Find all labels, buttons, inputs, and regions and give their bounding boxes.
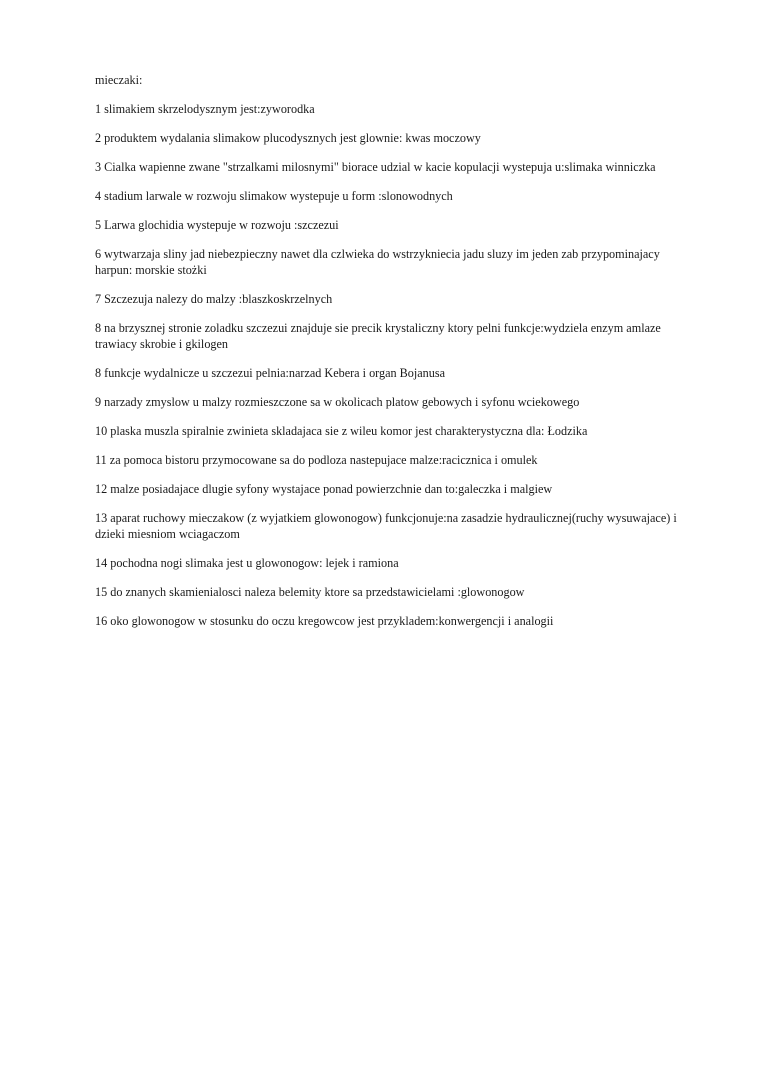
document-body (95, 72, 695, 642)
question-item: 1 slimakiem skrzelodysznym jest:zyworodka (95, 102, 315, 116)
question-item: 2 produktem wydalania slimakow plucodysznych jest glownie: kwas moczowy (95, 131, 481, 145)
question-item: 6 wytwarzaja sliny jad niebezpieczny nawet dla czlwieka do wstrzykniecia jadu sluzy im jeden zab przypominajacy harpun: morskie stożki (95, 247, 660, 277)
question-item: 13 aparat ruchowy mieczakow (z wyjatkiem glowonogow) funkcjonuje:na zasadzie hydraulicznej(ruchy wysuwajace) i dzieki miesniom wciagaczom (95, 511, 677, 541)
question-item: 7 Szczezuja nalezy do malzy :blaszkoskrzelnych (95, 292, 333, 306)
question-item: 8 funkcje wydalnicze u szczezui pelnia:narzad Kebera i organ Bojanusa (95, 366, 446, 380)
question-item: 14 pochodna nogi slimaka jest u glowonogow: lejek i ramiona (95, 556, 399, 570)
question-item: 4 stadium larwale w rozwoju slimakow wystepuje u form :slonowodnych (95, 189, 453, 203)
question-item: 10 plaska muszla spiralnie zwinieta skladajaca sie z wileu komor jest charakterystyczna dla: Łodzika (95, 424, 588, 438)
question-item: 16 oko glowonogow w stosunku do oczu kregowcow jest przykladem:konwergencji i analogii (95, 614, 554, 628)
question-item: 8 na brzysznej stronie zoladku szczezui znajduje sie precik krystaliczny ktory pelni funkcje:wydziela enzym amlaze trawiacy skrobie i gkilogen (95, 321, 661, 351)
question-item: 5 Larwa glochidia wystepuje w rozwoju :szczezui (95, 218, 339, 232)
question-item: 12 malze posiadajace dlugie syfony wystajace ponad powierzchnie dan to:galeczka i malgiew (95, 482, 553, 496)
question-item: 3 Cialka wapienne zwane "strzalkami milosnymi" biorace udzial w kacie kopulacji wystepuja u:slimaka winniczka (95, 160, 656, 174)
question-item: 11 za pomoca bistoru przymocowane sa do podloza nastepujace malze:racicznica i omulek (95, 453, 538, 467)
document-heading: mieczaki: (95, 73, 143, 87)
question-item: 9 narzady zmyslow u malzy rozmieszczone sa w okolicach platow gebowych i syfonu wciekowego (95, 395, 580, 409)
question-item: 15 do znanych skamienialosci naleza belemity ktore sa przedstawicielami :glowonogow (95, 585, 525, 599)
